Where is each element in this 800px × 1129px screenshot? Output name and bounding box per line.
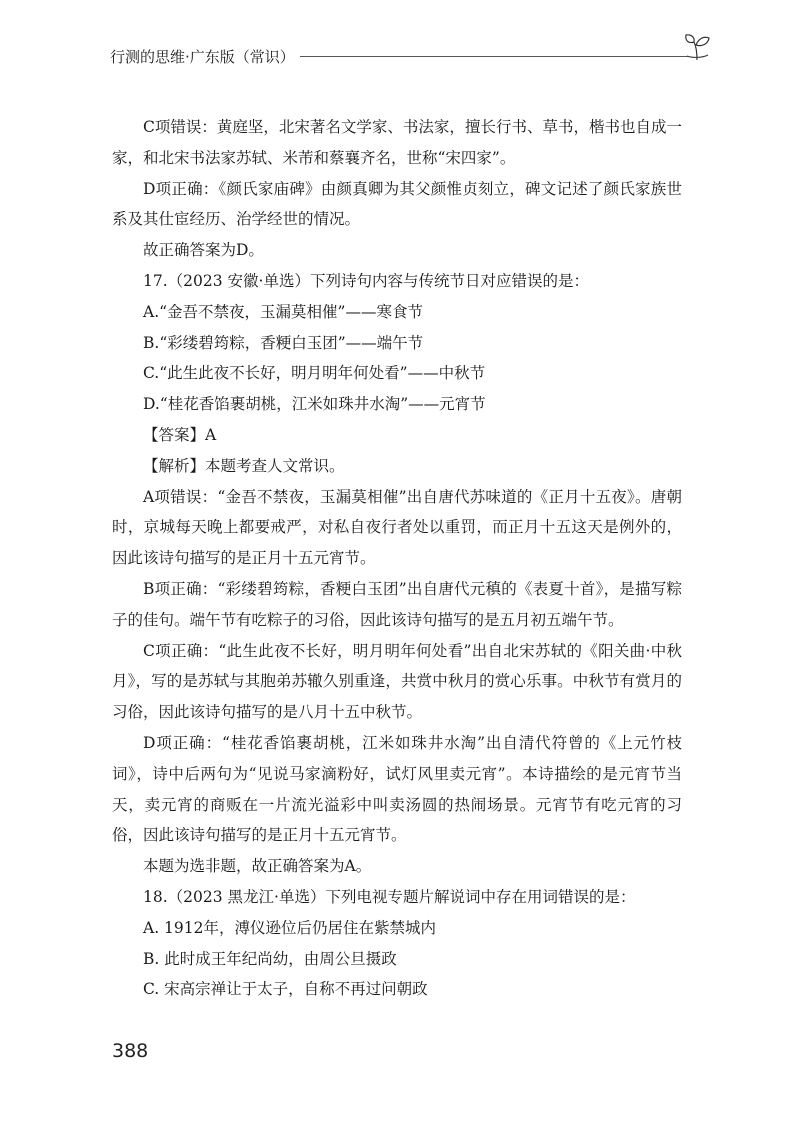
page-number: 388 [112,1040,149,1062]
analysis-option-b: B项正确：“彩缕碧筠粽，香粳白玉团”出自唐代元稹的《表夏十首》，是描写粽子的佳句。端午节有吃粽子的习俗，因此该诗句描写的是五月初五端午节。 [112,579,682,629]
analysis-option-c: C项正确：“此生此夜不长好，明月明年何处看”出自北宋苏轼的《阳关曲·中秋月》，写的是苏轼与其胞弟苏辙久别重逢，共赏中秋月的赏心乐事。中秋节有赏月的习俗，因此该诗句描写的是八月十五中秋节。 [112,641,682,722]
question-18-option-b: B. 此时成王年纪尚幼，由周公旦摄政 [143,949,397,968]
running-header [110,32,710,72]
question-18-option-a: A. 1912年，溥仪逊位后仍居住在紫禁城内 [143,918,436,937]
header-title: 行测的思维·广东版（常识） [110,48,295,66]
paragraph-option-c-analysis: C项错误：黄庭坚，北宋著名文学家、书法家，擅长行书、草书，楷书也自成一家，和北宋书法家苏轼、米芾和蔡襄齐名，世称“宋四家”。 [112,118,682,167]
paragraph-answer-16: 故正确答案为D。 [143,241,264,260]
analysis-option-d: D项正确：“桂花香馅裹胡桃，江米如珠井水淘”出自清代符曾的《上元竹枝词》，诗中后两句为“见说马家滴粉好，试灯风里卖元宵”。本诗描绘的是元宵节当天，卖元宵的商贩在一片流光溢彩中叫卖汤圆的热闹场景。元宵节有吃元宵的习俗，因此该诗句描写的是正月十五元宵节。 [112,733,682,845]
paragraph-answer-17: 本题为选非题，故正确答案为A。 [143,857,372,876]
question-17-stem: 17.（2023 安徽·单选）下列诗句内容与传统节日对应错误的是： [143,271,589,290]
header-rule [300,56,688,57]
question-17-option-d: D.“桂花香馅裹胡桃，江米如珠井水淘”——元宵节 [143,395,486,414]
answer-label: 【答案】A [143,425,217,444]
analysis-label: 【解析】本题考查人文常识。 [143,456,345,475]
question-17-option-b: B.“彩缕碧筠粽，香粳白玉团”——端午节 [143,333,424,352]
paragraph-option-d-analysis: D项正确：《颜氏家庙碑》由颜真卿为其父颜惟贞刻立，碑文记述了颜氏家族世系及其仕宦经历、治学经世的情况。 [112,179,682,229]
analysis-option-a: A项错误：“金吾不禁夜，玉漏莫相催”出自唐代苏味道的《正月十五夜》。唐朝时，京城每天晚上都要戒严，对私自夜行者处以重罚，而正月十五这天是例外的，因此该诗句描写的是正月十五元宵节。 [112,487,682,568]
page-body [112,112,682,1005]
question-18-stem: 18.（2023 黑龙江·单选）下列电视专题片解说词中存在用词错误的是： [143,887,636,906]
question-17-option-a: A.“金吾不禁夜，玉漏莫相催”——寒食节 [143,302,423,321]
sprout-leaf-icon [684,32,710,62]
question-18-option-c: C. 宋高宗禅让于太子，自称不再过问朝政 [143,980,428,999]
question-17-option-c: C.“此生此夜不长好，明月明年何处看”——中秋节 [143,364,486,383]
